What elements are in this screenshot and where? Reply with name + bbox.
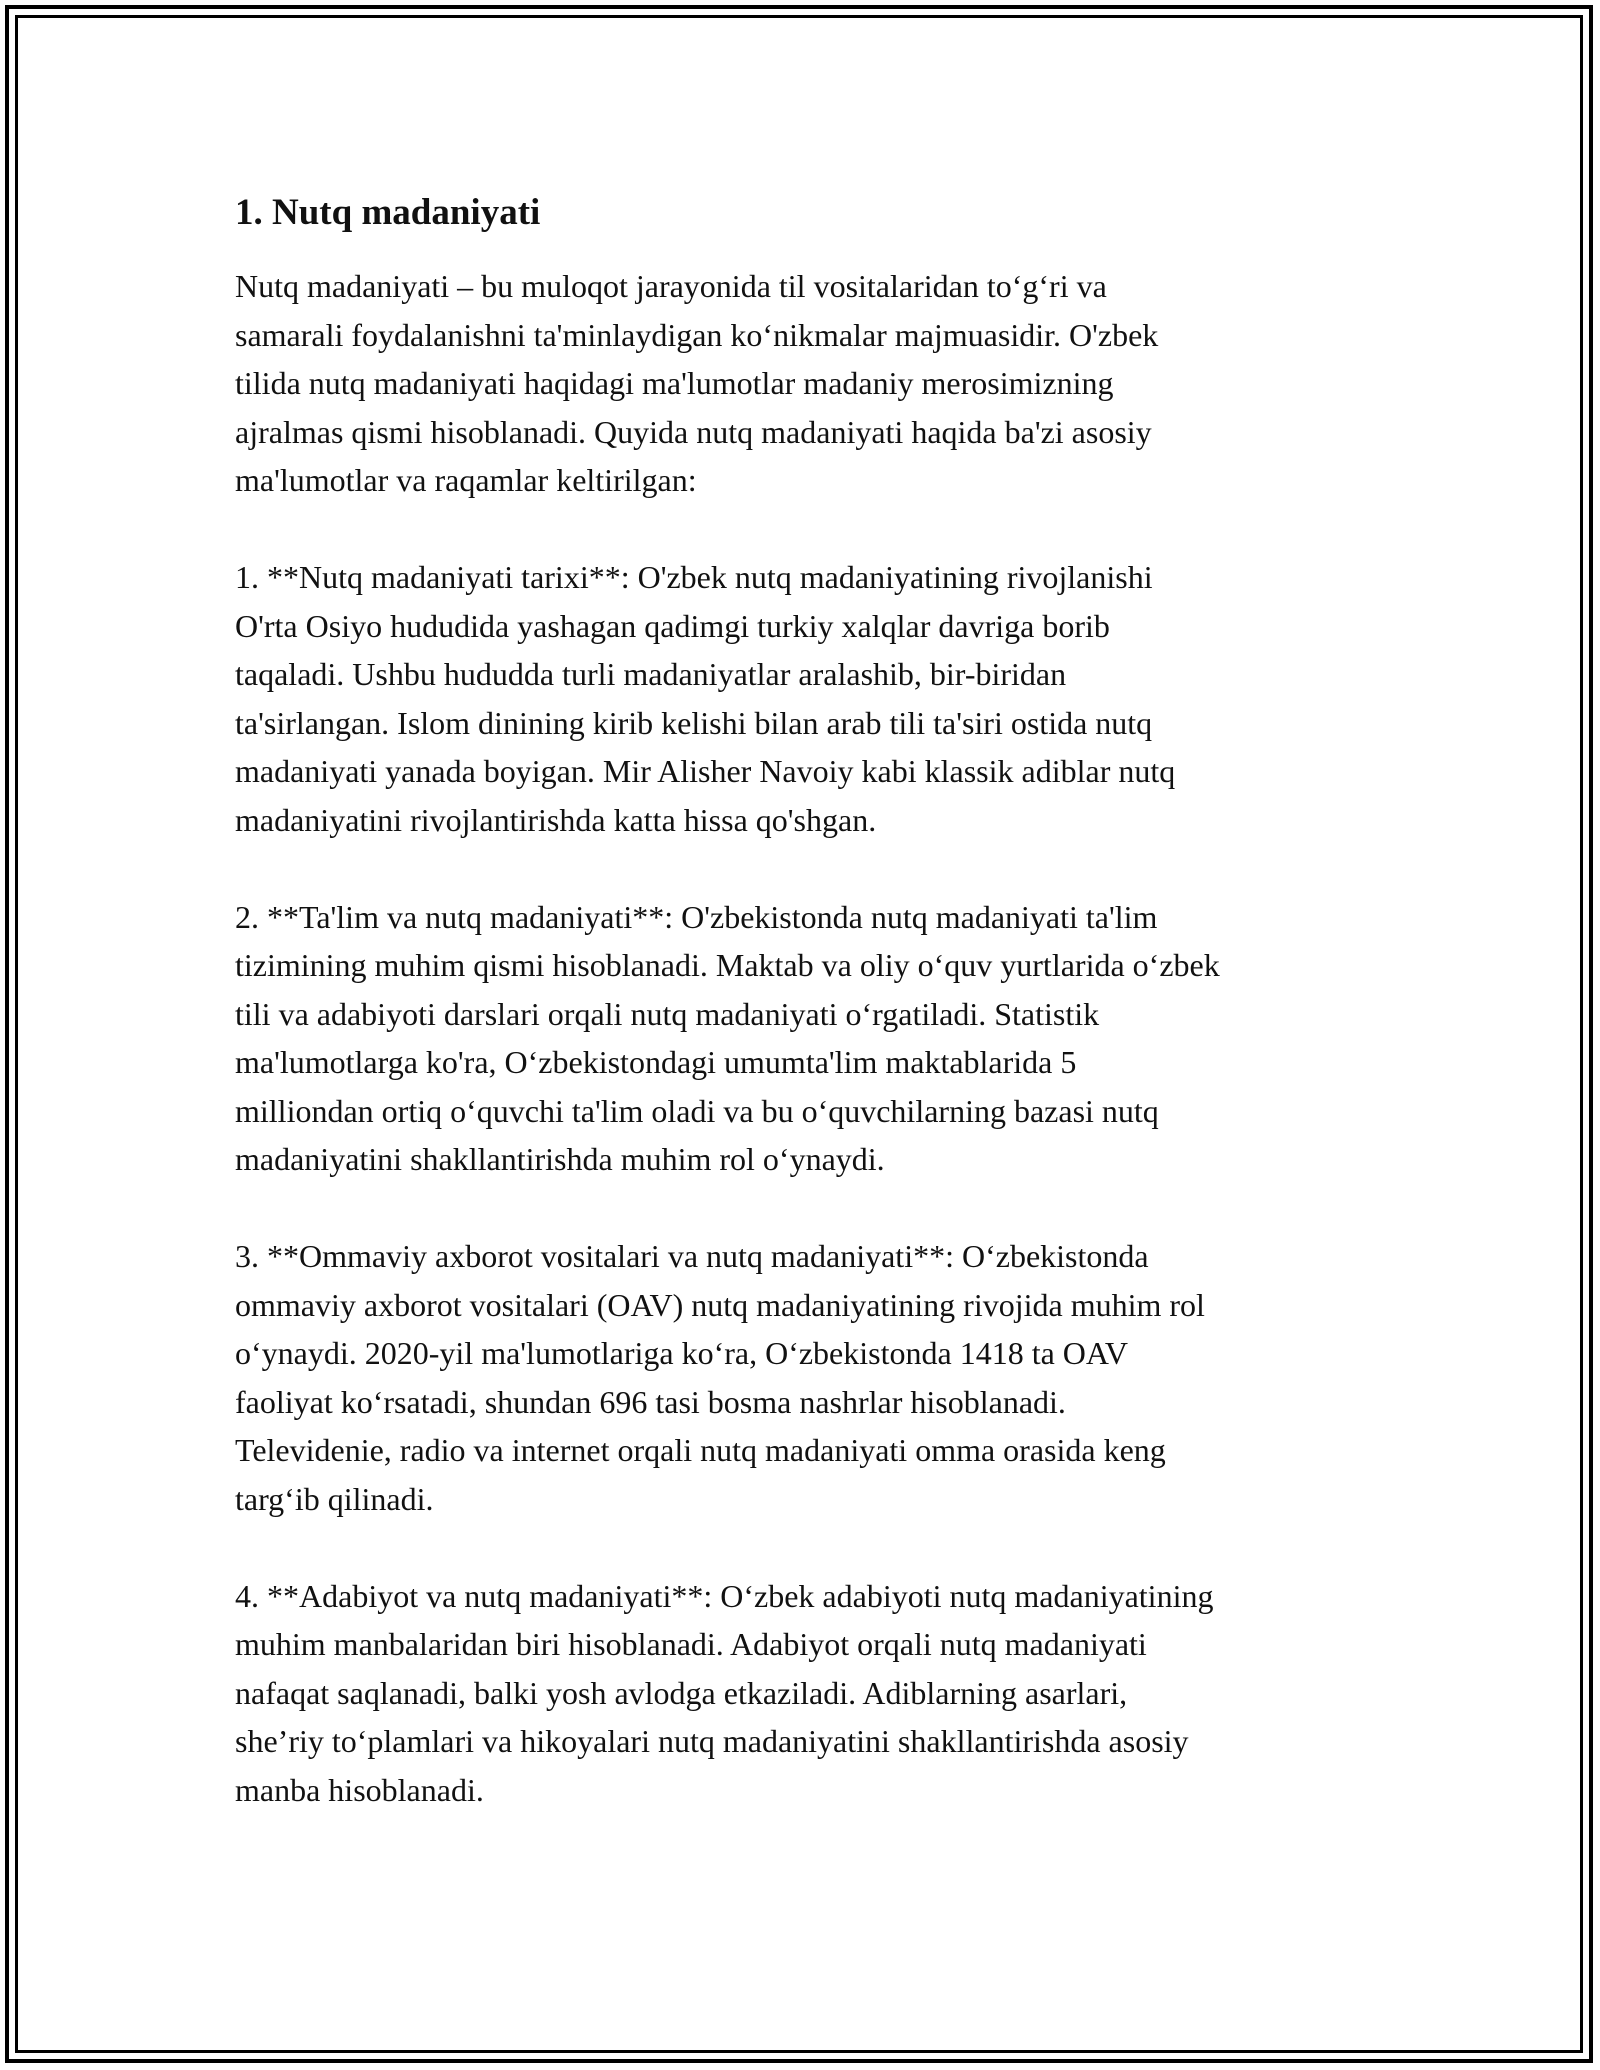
text-line: 4. **Adabiyot va nutq madaniyati**: O‘zbek adabiyoti nutq madaniyatining bbox=[235, 1577, 1214, 1614]
history-paragraph bbox=[235, 553, 1385, 844]
text-line: 2. **Ta'lim va nutq madaniyati**: O'zbekistonda nutq madaniyati ta'lim bbox=[235, 898, 1158, 935]
text-line: samarali foydalanishni ta'minlaydigan ko‘nikmalar majmuasidir. O'zbek bbox=[235, 316, 1159, 353]
text-line: ommaviy axborot vositalari (OAV) nutq madaniyatining rivojida muhim rol bbox=[235, 1286, 1205, 1323]
text-line: madaniyati yanada boyigan. Mir Alisher Navoiy kabi klassik adiblar nutq bbox=[235, 753, 1176, 789]
intro-paragraph bbox=[235, 262, 1385, 505]
text-line: she’riy to‘plamlari va hikoyalari nutq madaniyatini shakllantirishda asosiy bbox=[235, 1723, 1189, 1759]
media-paragraph bbox=[235, 1232, 1385, 1523]
text-line: o‘ynaydi. 2020-yil ma'lumotlariga ko‘ra, O‘zbekistonda 1418 ta OAV bbox=[235, 1335, 1128, 1371]
literature-paragraph bbox=[235, 1572, 1385, 1815]
text-line: faoliyat ko‘rsatadi, shundan 696 tasi bosma nashrlar hisoblanadi. bbox=[235, 1383, 1066, 1420]
text-line: manba hisoblanadi. bbox=[235, 1771, 484, 1808]
text-line: taqaladi. Ushbu hududda turli madaniyatlar aralashib, bir-biridan bbox=[235, 656, 1067, 692]
text-line: tilida nutq madaniyati haqidagi ma'lumotlar madaniy merosimizning bbox=[235, 365, 1114, 401]
text-line: 1. **Nutq madaniyati tarixi**: O'zbek nutq madaniyatining rivojlanishi bbox=[235, 559, 1153, 595]
text-line: muhim manbalaridan biri hisoblanadi. Adabiyot orqali nutq madaniyati bbox=[235, 1626, 1147, 1662]
text-line: ma'lumotlar va raqamlar keltirilgan: bbox=[235, 462, 697, 498]
text-line: Nutq madaniyati – bu muloqot jarayonida til vositalaridan to‘g‘ri va bbox=[235, 268, 1107, 304]
text-line: ta'sirlangan. Islom dinining kirib kelishi bilan arab tili ta'siri ostida nutq bbox=[235, 704, 1153, 741]
section-heading: 1. Nutq madaniyati bbox=[235, 192, 541, 233]
document-body bbox=[235, 188, 1385, 1863]
text-line: ajralmas qismi hisoblanadi. Quyida nutq madaniyati haqida ba'zi asosiy bbox=[235, 413, 1152, 450]
text-line: 3. **Ommaviy axborot vositalari va nutq madaniyati**: O‘zbekistonda bbox=[235, 1238, 1149, 1274]
text-line: madaniyatini shakllantirishda muhim rol o‘ynaydi. bbox=[235, 1141, 885, 1177]
text-line: nafaqat saqlanadi, balki yosh avlodga etkaziladi. Adiblarning asarlari, bbox=[235, 1674, 1128, 1711]
text-line: tili va adabiyoti darslari orqali nutq madaniyati o‘rgatiladi. Statistik bbox=[235, 995, 1100, 1032]
text-line: madaniyatini rivojlantirishda katta hissa qo'shgan. bbox=[235, 801, 877, 838]
text-line: tizimining muhim qismi hisoblanadi. Maktab va oliy o‘quv yurtlarida o‘zbek bbox=[235, 947, 1220, 983]
text-line: ma'lumotlarga ko'ra, O‘zbekistondagi umumta'lim maktablarida 5 bbox=[235, 1044, 1077, 1080]
text-line: Televidenie, radio va internet orqali nutq madaniyati omma orasida keng bbox=[235, 1432, 1166, 1468]
text-line: milliondan ortiq o‘quvchi ta'lim oladi va bu o‘quvchilarning bazasi nutq bbox=[235, 1092, 1159, 1129]
text-line: targ‘ib qilinadi. bbox=[235, 1480, 434, 1517]
education-paragraph bbox=[235, 893, 1385, 1184]
text-line: O'rta Osiyo hududida yashagan qadimgi turkiy xalqlar davriga borib bbox=[235, 607, 1110, 644]
